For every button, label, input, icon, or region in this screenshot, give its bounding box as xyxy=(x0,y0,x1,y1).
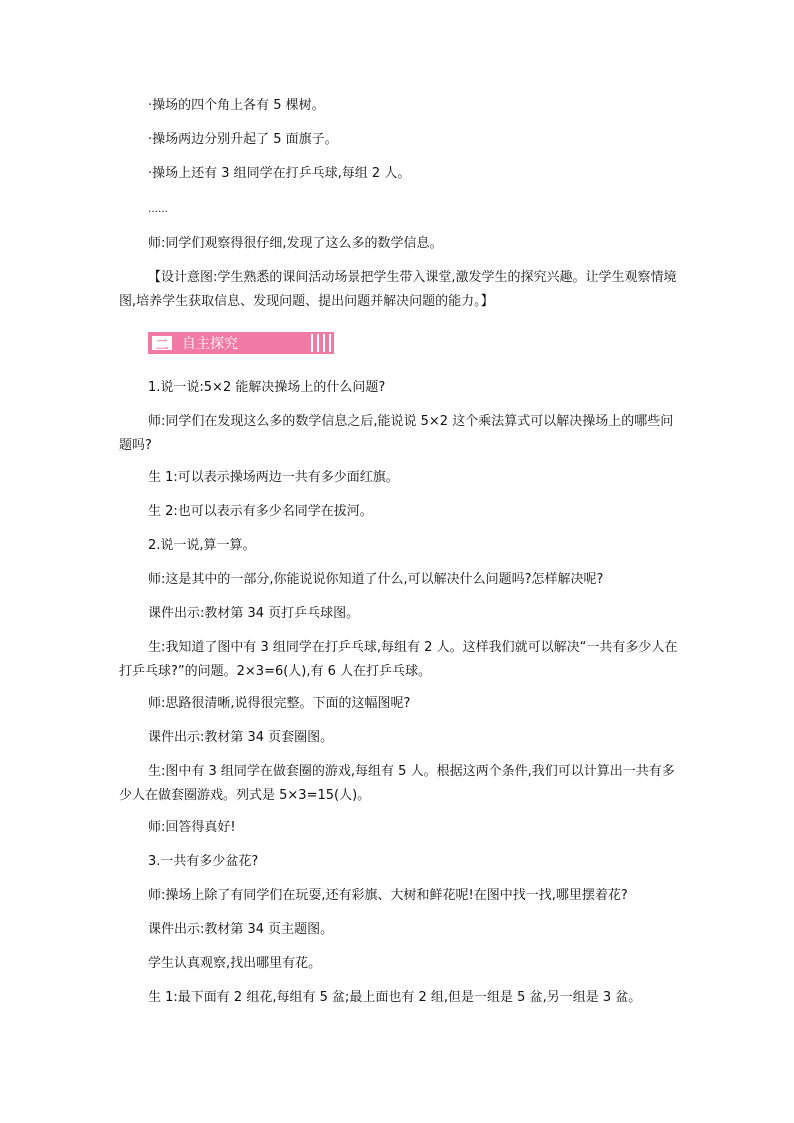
courseware-main-picture: 课件出示:教材第 34 页主题图。 xyxy=(148,922,334,937)
students-observe: 学生认真观察,找出哪里有花。 xyxy=(148,956,322,971)
info-trees: ·操场的四个角上各有 5 棵树。 xyxy=(148,98,325,113)
student-ping-pong-answer: 生:我知道了图中有 3 组同学在打乒乓球,每组有 2 人。这样我们就可以解决“一共有多少人在打乒乓球?”的问题。2×3=6(人),有 6 人在打乒乓球。 xyxy=(119,640,678,679)
section-title: 自主探究 xyxy=(182,336,238,352)
design-intent: 【设计意图:学生熟悉的课间活动场景把学生带入课堂,激发学生的探究兴趣。让学生观察情境图,培养学生获取信息、发现问题、提出问题并解决问题的能力。】 xyxy=(119,270,677,309)
teacher-next-picture: 师:思路很清晰,说得很完整。下面的这幅图呢? xyxy=(148,696,411,711)
teacher-question-2: 师:这是其中的一部分,你能说说你知道了什么,可以解决什么问题吗?怎样解决呢? xyxy=(148,572,604,587)
step-2-title: 2.说一说,算一算。 xyxy=(148,538,256,553)
info-flags: ·操场两边分别升起了 5 面旗子。 xyxy=(148,132,338,147)
teacher-question-3: 师:操场上除了有同学们在玩耍,还有彩旗、大树和鲜花呢!在图中找一找,哪里摆着花? xyxy=(148,888,628,903)
student-1-flowers: 生 1:最下面有 2 组花,每组有 5 盆;最上面也有 2 组,但是一组是 5 盆,另一组是 3 盆。 xyxy=(148,990,642,1005)
stripe xyxy=(311,334,313,352)
section-banner xyxy=(148,332,334,354)
student-1-answer: 生 1:可以表示操场两边一共有多少面红旗。 xyxy=(148,470,399,485)
stripe xyxy=(317,334,319,352)
stripe xyxy=(329,334,331,352)
student-2-answer: 生 2:也可以表示有多少名同学在拔河。 xyxy=(148,504,373,519)
info-ping-pong: ·操场上还有 3 组同学在打乒乓球,每组 2 人。 xyxy=(148,166,411,181)
teacher-remark: 师:同学们观察得很仔细,发现了这么多的数学信息。 xyxy=(148,236,443,251)
courseware-ring-toss: 课件出示:教材第 34 页套圈图。 xyxy=(148,730,334,745)
courseware-ping-pong: 课件出示:教材第 34 页打乒乓球图。 xyxy=(148,606,360,621)
stripe xyxy=(323,334,325,352)
teacher-question-1: 师:同学们在发现这么多的数学信息之后,能说说 5×2 这个乘法算式可以解决操场上的哪些问题吗? xyxy=(119,414,674,453)
step-1-title: 1.说一说:5×2 能解决操场上的什么问题? xyxy=(148,380,386,395)
section-number: 二 xyxy=(150,334,174,352)
ellipsis: …… xyxy=(148,204,168,215)
teacher-praise: 师:回答得真好! xyxy=(148,820,236,835)
step-3-title: 3.一共有多少盆花? xyxy=(148,854,259,869)
student-ring-toss-answer: 生:图中有 3 组同学在做套圈的游戏,每组有 5 人。根据这两个条件,我们可以计算出一共有多少人在做套圈游戏。列式是 5×3=15(人)。 xyxy=(119,764,675,803)
banner-stripes xyxy=(311,334,331,352)
